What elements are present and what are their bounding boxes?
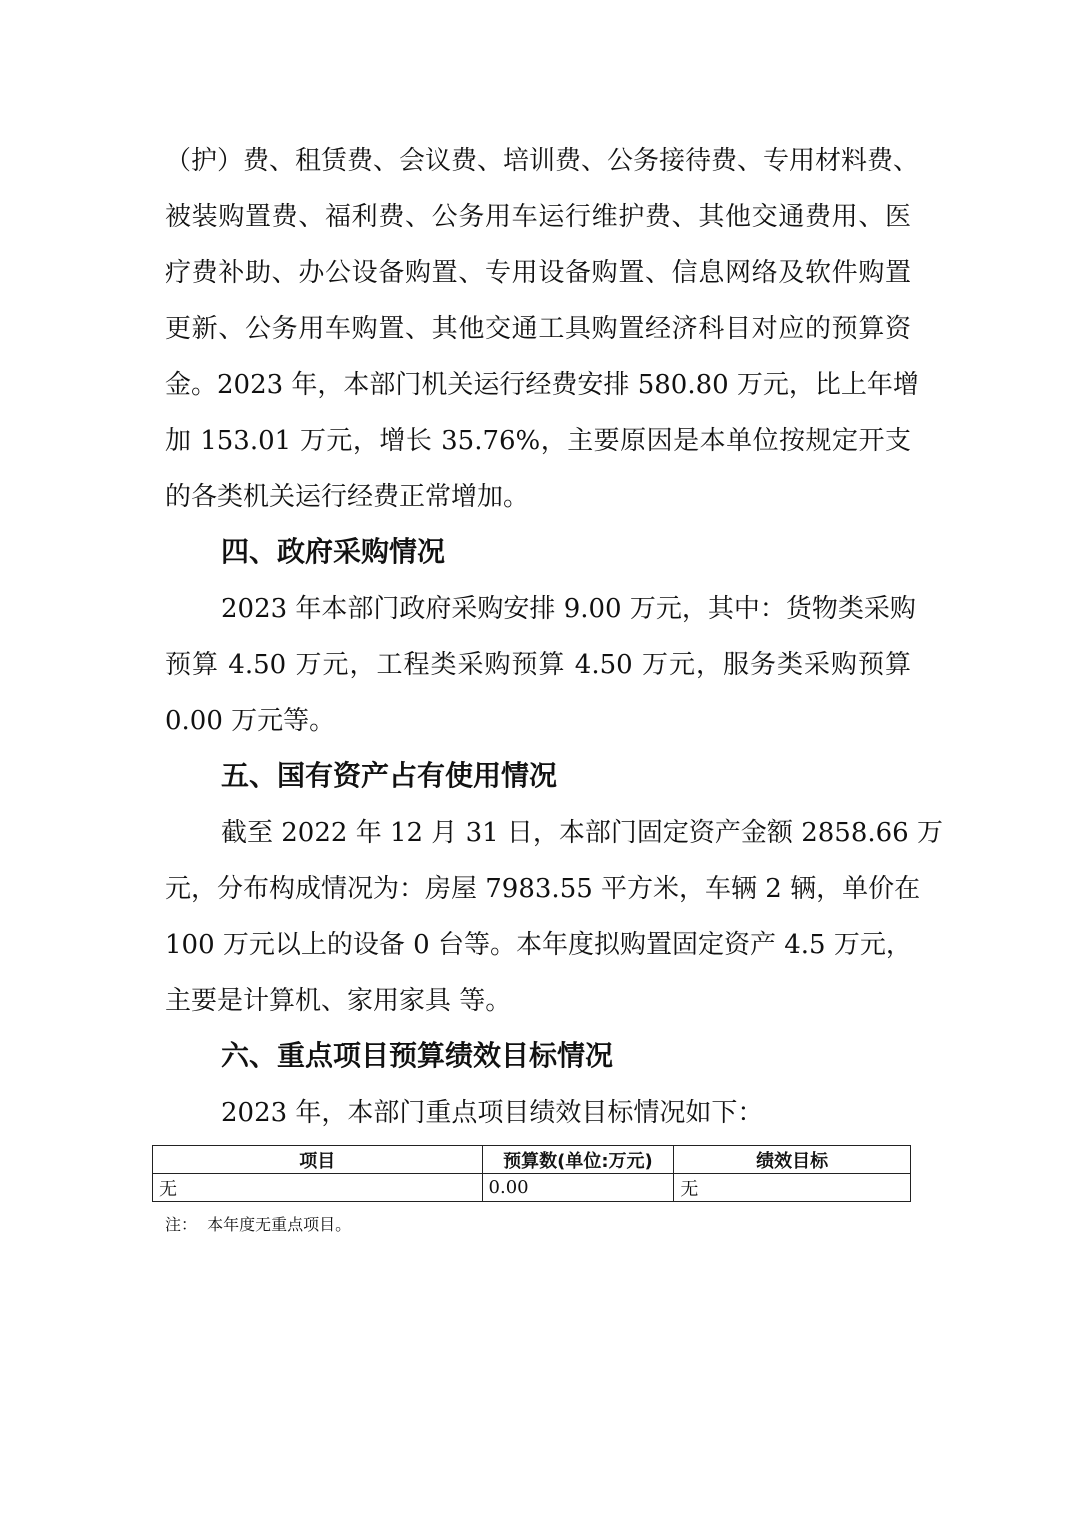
table-cell: 无 <box>674 1174 911 1202</box>
section-heading-performance: 六、重点项目预算绩效目标情况 <box>221 1039 614 1072</box>
body-line: 截至 2022 年 12 月 31 日，本部门固定资产金额 2858.66 万 <box>221 818 943 848</box>
body-line: 的各类机关运行经费正常增加。 <box>165 482 530 512</box>
body-line: 0.00 万元等。 <box>165 706 336 736</box>
body-line: 100 万元以上的设备 0 台等。本年度拟购置固定资产 4.5 万元， <box>165 930 912 960</box>
table-header-row <box>153 1146 911 1174</box>
body-line: 2023 年本部门政府采购安排 9.00 万元，其中：货物类采购 <box>221 594 916 624</box>
body-line: 元，分布构成情况为：房屋 7983.55 平方米，车辆 2 辆，单价在 <box>165 874 921 904</box>
body-line: （护）费、租赁费、会议费、培训费、公务接待费、专用材料费、 <box>165 146 920 176</box>
body-line: 主要是计算机、家用家具 等。 <box>165 986 512 1016</box>
table-cell: 0.00 <box>482 1174 674 1202</box>
body-line: 更新、公务用车购置、其他交通工具购置经济科目对应的预算资 <box>165 314 911 344</box>
section-heading-assets: 五、国有资产占有使用情况 <box>221 759 558 792</box>
table-header-cell: 绩效目标 <box>674 1146 911 1174</box>
table-header-cell: 预算数(单位:万元) <box>482 1146 674 1174</box>
section-heading-procurement: 四、政府采购情况 <box>221 535 446 568</box>
body-line: 加 153.01 万元，增长 35.76%，主要原因是本单位按规定开支 <box>165 426 911 456</box>
table-header-cell: 项目 <box>153 1146 483 1174</box>
performance-table <box>152 1145 911 1202</box>
body-line: 预算 4.50 万元，工程类采购预算 4.50 万元，服务类采购预算 <box>165 650 911 680</box>
table-row <box>153 1174 911 1202</box>
body-line: 金。2023 年，本部门机关运行经费安排 580.80 万元，比上年增 <box>165 370 919 400</box>
table-note: 注： 本年度无重点项目。 <box>165 1215 352 1234</box>
body-line: 疗费补助、办公设备购置、专用设备购置、信息网络及软件购置 <box>165 258 911 288</box>
body-line: 被装购置费、福利费、公务用车运行维护费、其他交通费用、医 <box>165 202 911 232</box>
table-cell: 无 <box>153 1174 483 1202</box>
body-line: 2023 年，本部门重点项目绩效目标情况如下： <box>221 1098 764 1128</box>
